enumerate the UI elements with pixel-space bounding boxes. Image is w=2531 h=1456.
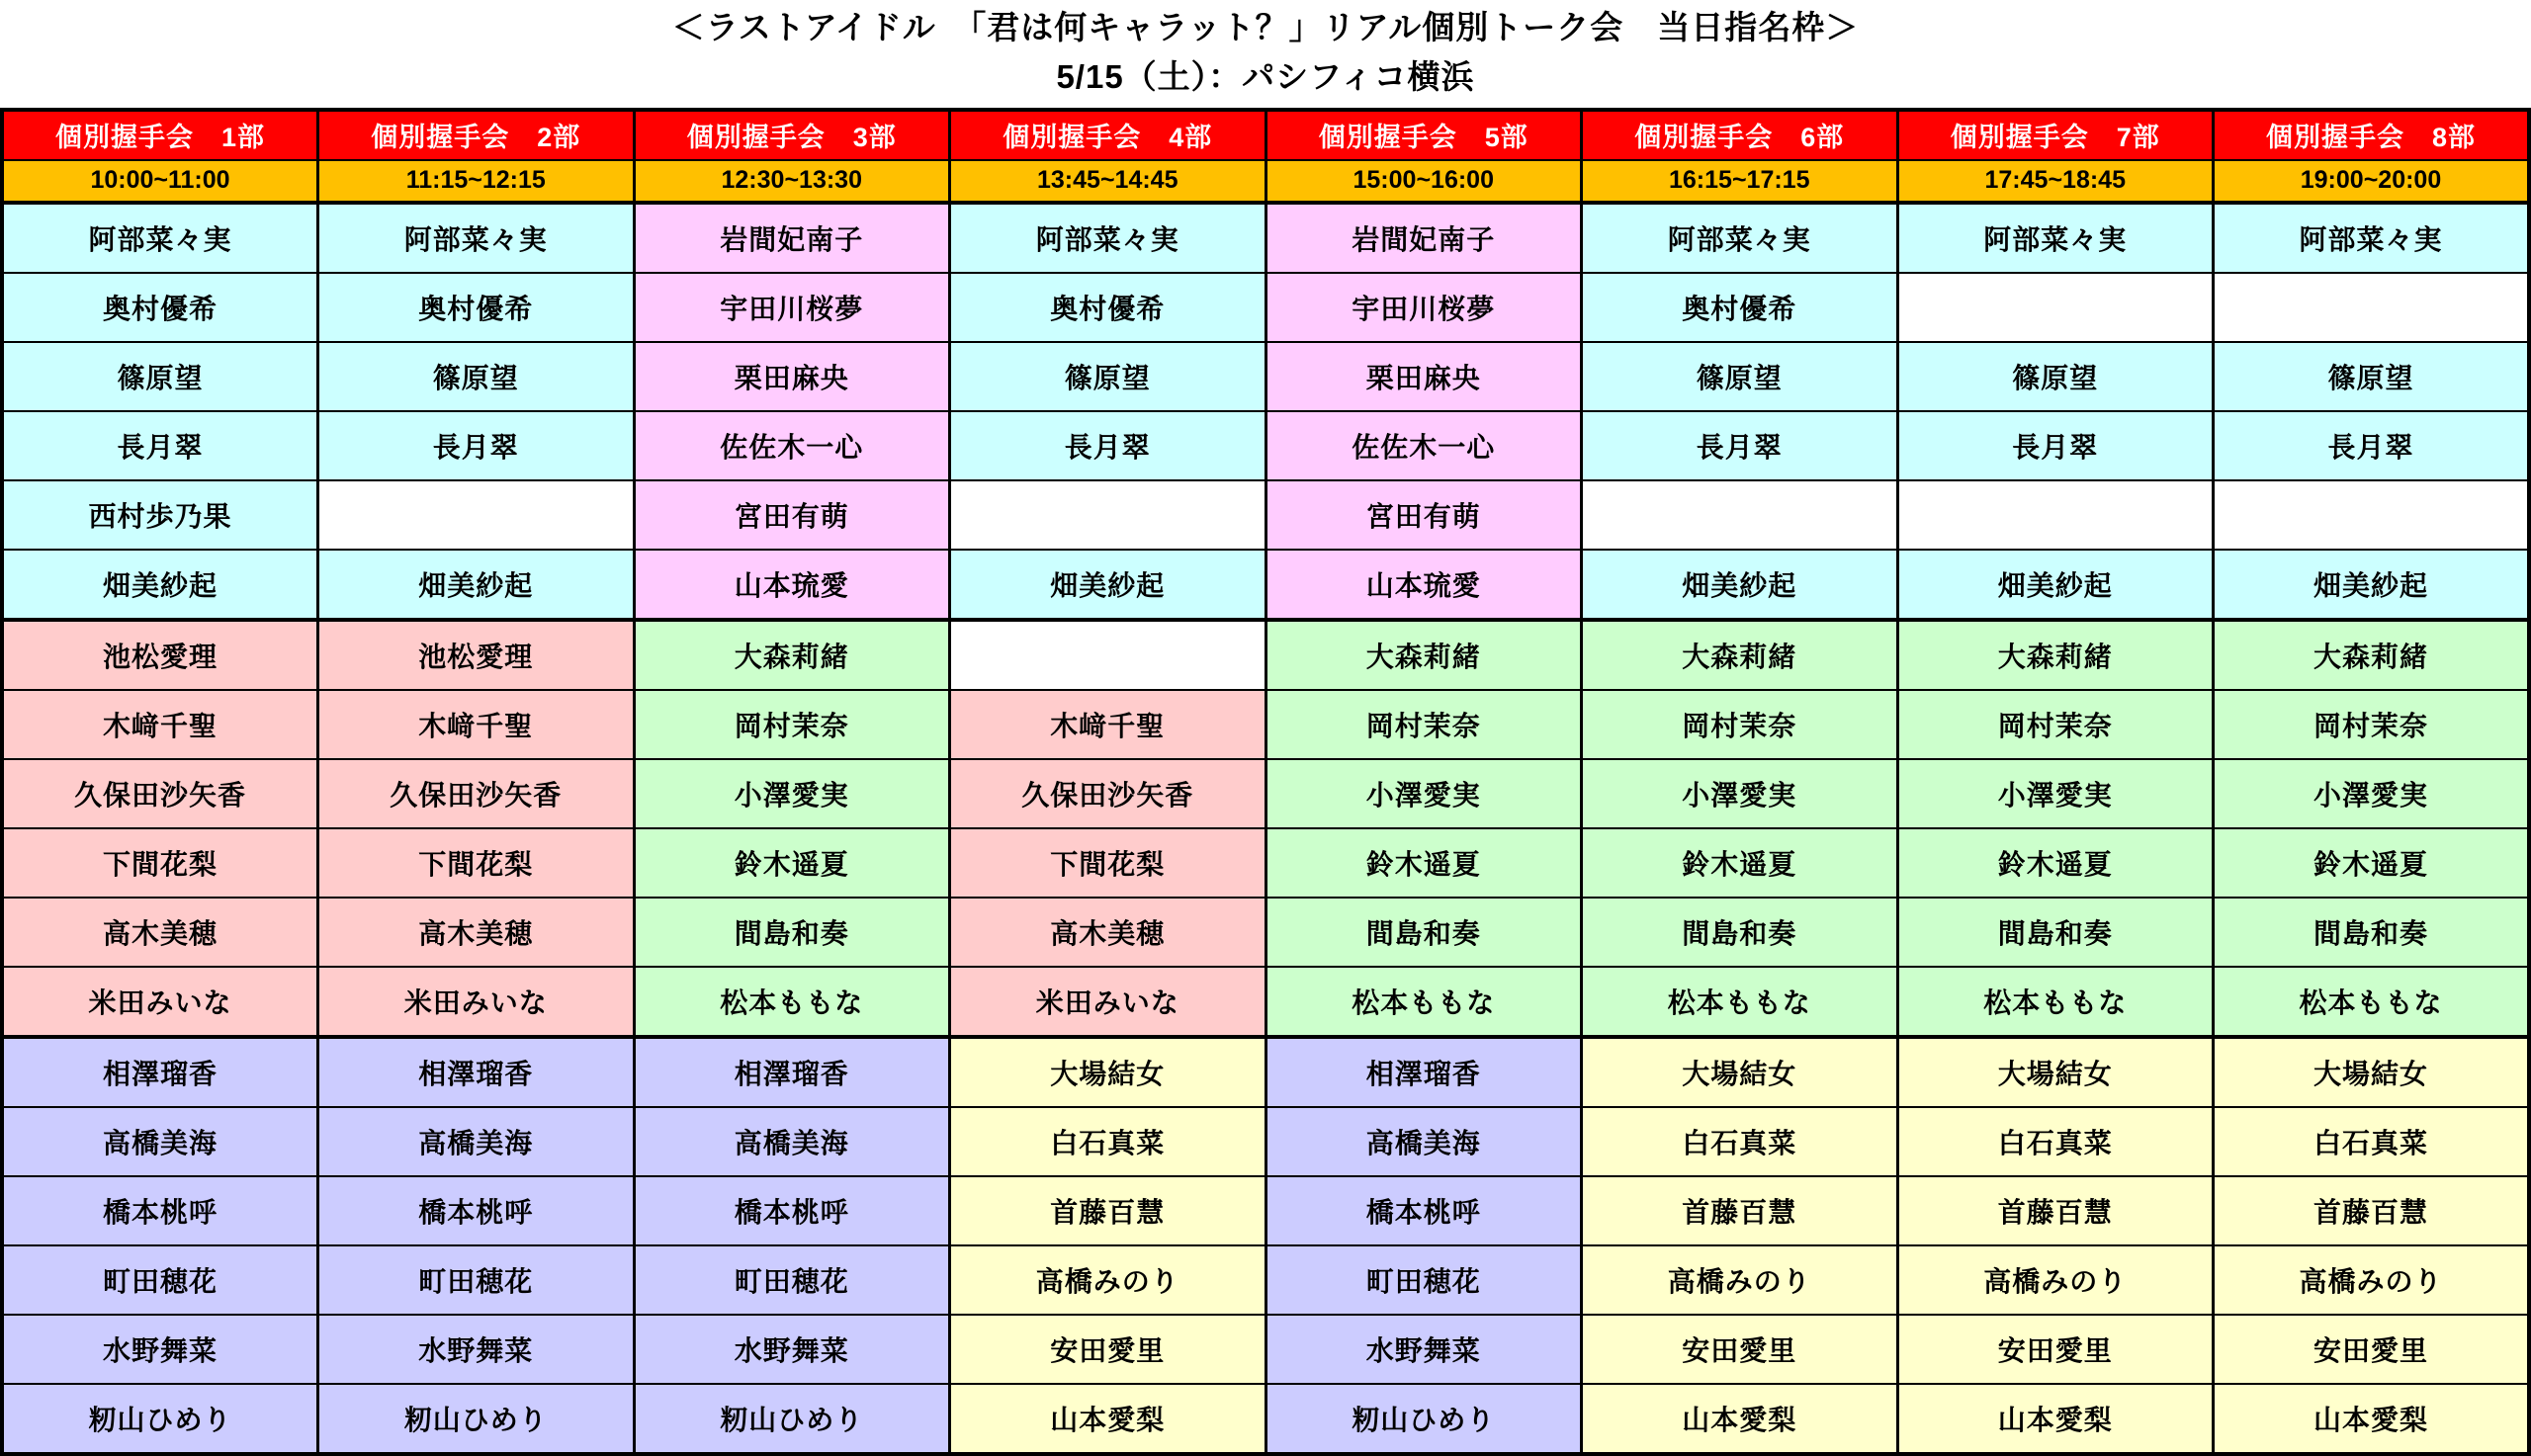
member-cell: 水野舞菜 [2,1315,318,1384]
member-cell: 佐佐木一心 [1266,411,1582,480]
member-cell: 大森莉緒 [1582,620,1898,690]
member-row [2,1315,2529,1384]
member-cell: 高橋美海 [634,1107,950,1176]
member-cell: 岡村茉奈 [1266,690,1582,759]
member-cell: 木﨑千聖 [2,690,318,759]
member-cell: 畑美紗起 [1582,550,1898,620]
member-cell: 籾山ひめり [2,1384,318,1454]
member-cell: 岡村茉奈 [1897,690,2214,759]
member-cell: 高橋みのり [1897,1245,2214,1315]
member-cell: 米田みいな [950,967,1266,1037]
member-row [2,898,2529,967]
member-cell: 首藤百慧 [950,1176,1266,1245]
empty-cell [318,480,635,550]
member-cell: 下間花梨 [318,828,635,898]
member-cell: 松本ももな [634,967,950,1037]
member-row [2,967,2529,1037]
member-cell: 高木美穂 [950,898,1266,967]
member-cell: 大森莉緒 [634,620,950,690]
member-cell: 畑美紗起 [1897,550,2214,620]
member-cell: 栗田麻央 [1266,342,1582,411]
table-head [2,110,2529,203]
member-cell: 奥村優希 [2,273,318,342]
member-cell: 岩間妃南子 [1266,203,1582,273]
time-header-cell: 12:30~13:30 [634,160,950,203]
member-cell: 高木美穂 [318,898,635,967]
member-cell: 高橋美海 [2,1107,318,1176]
member-cell: 下間花梨 [950,828,1266,898]
member-cell: 大森莉緒 [1897,620,2214,690]
member-cell: 相澤瑠香 [634,1037,950,1107]
time-header-cell: 19:00~20:00 [2214,160,2530,203]
member-cell: 鈴木遥夏 [1266,828,1582,898]
member-cell: 西村歩乃果 [2,480,318,550]
member-cell: 篠原望 [2,342,318,411]
member-cell: 安田愛里 [1582,1315,1898,1384]
member-cell: 鈴木遥夏 [1582,828,1898,898]
member-cell: 篠原望 [950,342,1266,411]
member-cell: 松本ももな [1897,967,2214,1037]
member-cell: 高橋みのり [1582,1245,1898,1315]
member-cell: 松本ももな [1582,967,1898,1037]
member-cell: 小澤愛実 [1266,759,1582,828]
member-cell: 山本愛梨 [2214,1384,2530,1454]
member-cell: 高木美穂 [2,898,318,967]
member-cell: 米田みいな [2,967,318,1037]
member-cell: 間島和奏 [634,898,950,967]
session-header-cell: 個別握手会 2部 [318,110,635,160]
session-header-cell: 個別握手会 5部 [1266,110,1582,160]
member-cell: 下間花梨 [2,828,318,898]
member-cell: 岡村茉奈 [2214,690,2530,759]
member-cell: 首藤百慧 [2214,1176,2530,1245]
member-cell: 久保田沙矢香 [950,759,1266,828]
member-cell: 間島和奏 [1266,898,1582,967]
member-cell: 首藤百慧 [1897,1176,2214,1245]
page-title: ＜ラストアイドル 「君は何キャラット？」リアル個別トーク会 当日指名枠＞ [671,9,1860,45]
table-body [2,203,2529,1454]
member-cell: 篠原望 [318,342,635,411]
member-cell: 長月翠 [1582,411,1898,480]
time-header-cell: 11:15~12:15 [318,160,635,203]
member-cell: 大場結女 [1582,1037,1898,1107]
member-row [2,203,2529,273]
member-cell: 木﨑千聖 [318,690,635,759]
member-cell: 長月翠 [2,411,318,480]
member-cell: 阿部菜々実 [1897,203,2214,273]
member-cell: 白石真菜 [1897,1107,2214,1176]
member-cell: 山本琉愛 [1266,550,1582,620]
member-cell: 長月翠 [2214,411,2530,480]
member-cell: 小澤愛実 [2214,759,2530,828]
member-row [2,828,2529,898]
member-cell: 高橋美海 [1266,1107,1582,1176]
time-header-row [2,160,2529,203]
member-cell: 小澤愛実 [1582,759,1898,828]
session-header-cell: 個別握手会 7部 [1897,110,2214,160]
time-header-cell: 10:00~11:00 [2,160,318,203]
member-cell: 大場結女 [950,1037,1266,1107]
member-cell: 奥村優希 [1582,273,1898,342]
member-cell: 宮田有萌 [1266,480,1582,550]
member-cell: 阿部菜々実 [950,203,1266,273]
member-cell: 阿部菜々実 [1582,203,1898,273]
member-cell: 鈴木遥夏 [1897,828,2214,898]
member-cell: 白石真菜 [950,1107,1266,1176]
member-cell: 米田みいな [318,967,635,1037]
member-row [2,1037,2529,1107]
session-header-cell: 個別握手会 8部 [2214,110,2530,160]
member-cell: 小澤愛実 [634,759,950,828]
empty-cell [2214,480,2530,550]
session-header-cell: 個別握手会 3部 [634,110,950,160]
member-cell: 畑美紗起 [318,550,635,620]
member-cell: 白石真菜 [1582,1107,1898,1176]
member-cell: 奥村優希 [950,273,1266,342]
member-cell: 奥村優希 [318,273,635,342]
member-row [2,273,2529,342]
member-cell: 久保田沙矢香 [2,759,318,828]
member-cell: 篠原望 [1897,342,2214,411]
member-row [2,1176,2529,1245]
member-cell: 山本愛梨 [1582,1384,1898,1454]
member-cell: 大場結女 [1897,1037,2214,1107]
member-cell: 籾山ひめり [634,1384,950,1454]
member-cell: 山本琉愛 [634,550,950,620]
member-row [2,342,2529,411]
member-cell: 畑美紗起 [2214,550,2530,620]
member-cell: 岩間妃南子 [634,203,950,273]
time-header-cell: 16:15~17:15 [1582,160,1898,203]
member-row [2,1384,2529,1454]
member-cell: 白石真菜 [2214,1107,2530,1176]
member-row [2,550,2529,620]
member-cell: 間島和奏 [1582,898,1898,967]
member-cell: 大場結女 [2214,1037,2530,1107]
member-cell: 池松愛理 [2,620,318,690]
member-cell: 篠原望 [1582,342,1898,411]
member-cell: 鈴木遥夏 [2214,828,2530,898]
member-cell: 高橋美海 [318,1107,635,1176]
member-cell: 高橋みのり [950,1245,1266,1315]
member-cell: 安田愛里 [950,1315,1266,1384]
member-cell: 町田穂花 [318,1245,635,1315]
member-cell: 首藤百慧 [1582,1176,1898,1245]
member-cell: 木﨑千聖 [950,690,1266,759]
member-cell: 橋本桃呼 [1266,1176,1582,1245]
empty-cell [1897,480,2214,550]
member-row [2,759,2529,828]
member-cell: 安田愛里 [1897,1315,2214,1384]
member-row [2,690,2529,759]
member-cell: 町田穂花 [2,1245,318,1315]
time-header-cell: 13:45~14:45 [950,160,1266,203]
member-cell: 長月翠 [950,411,1266,480]
member-cell: 池松愛理 [318,620,635,690]
member-row [2,480,2529,550]
member-cell: 久保田沙矢香 [318,759,635,828]
member-cell: 相澤瑠香 [1266,1037,1582,1107]
member-cell: 水野舞菜 [634,1315,950,1384]
schedule-table [0,108,2531,1456]
member-cell: 松本ももな [1266,967,1582,1037]
member-cell: 町田穂花 [634,1245,950,1315]
member-row [2,1245,2529,1315]
member-cell: 阿部菜々実 [318,203,635,273]
member-row [2,1107,2529,1176]
member-cell: 大森莉緒 [2214,620,2530,690]
member-cell: 畑美紗起 [2,550,318,620]
session-header-cell: 個別握手会 6部 [1582,110,1898,160]
member-cell: 宇田川桜夢 [634,273,950,342]
member-cell: 間島和奏 [1897,898,2214,967]
member-cell: 阿部菜々実 [2,203,318,273]
member-cell: 間島和奏 [2214,898,2530,967]
session-header-cell: 個別握手会 1部 [2,110,318,160]
member-cell: 栗田麻央 [634,342,950,411]
session-header-row [2,110,2529,160]
empty-cell [1582,480,1898,550]
session-header-cell: 個別握手会 4部 [950,110,1266,160]
member-cell: 籾山ひめり [318,1384,635,1454]
empty-cell [1897,273,2214,342]
time-header-cell: 17:45~18:45 [1897,160,2214,203]
member-cell: 高橋みのり [2214,1245,2530,1315]
member-cell: 籾山ひめり [1266,1384,1582,1454]
member-cell: 相澤瑠香 [318,1037,635,1107]
member-cell: 大森莉緒 [1266,620,1582,690]
member-cell: 山本愛梨 [950,1384,1266,1454]
empty-cell [2214,273,2530,342]
member-cell: 橋本桃呼 [318,1176,635,1245]
member-cell: 宮田有萌 [634,480,950,550]
time-header-cell: 15:00~16:00 [1266,160,1582,203]
member-cell: 水野舞菜 [318,1315,635,1384]
member-cell: 畑美紗起 [950,550,1266,620]
member-cell: 阿部菜々実 [2214,203,2530,273]
member-cell: 佐佐木一心 [634,411,950,480]
member-cell: 岡村茉奈 [1582,690,1898,759]
member-cell: 長月翠 [1897,411,2214,480]
member-cell: 長月翠 [318,411,635,480]
member-cell: 山本愛梨 [1897,1384,2214,1454]
member-cell: 水野舞菜 [1266,1315,1582,1384]
member-cell: 橋本桃呼 [634,1176,950,1245]
member-cell: 相澤瑠香 [2,1037,318,1107]
empty-cell [950,620,1266,690]
member-cell: 町田穂花 [1266,1245,1582,1315]
member-cell: 篠原望 [2214,342,2530,411]
member-row [2,620,2529,690]
member-cell: 松本ももな [2214,967,2530,1037]
empty-cell [950,480,1266,550]
member-cell: 岡村茉奈 [634,690,950,759]
member-cell: 小澤愛実 [1897,759,2214,828]
member-cell: 宇田川桜夢 [1266,273,1582,342]
member-cell: 鈴木遥夏 [634,828,950,898]
member-cell: 橋本桃呼 [2,1176,318,1245]
member-cell: 安田愛里 [2214,1315,2530,1384]
event-date-venue: 5/15（土）：パシフィコ横浜 [1056,58,1475,96]
member-row [2,411,2529,480]
